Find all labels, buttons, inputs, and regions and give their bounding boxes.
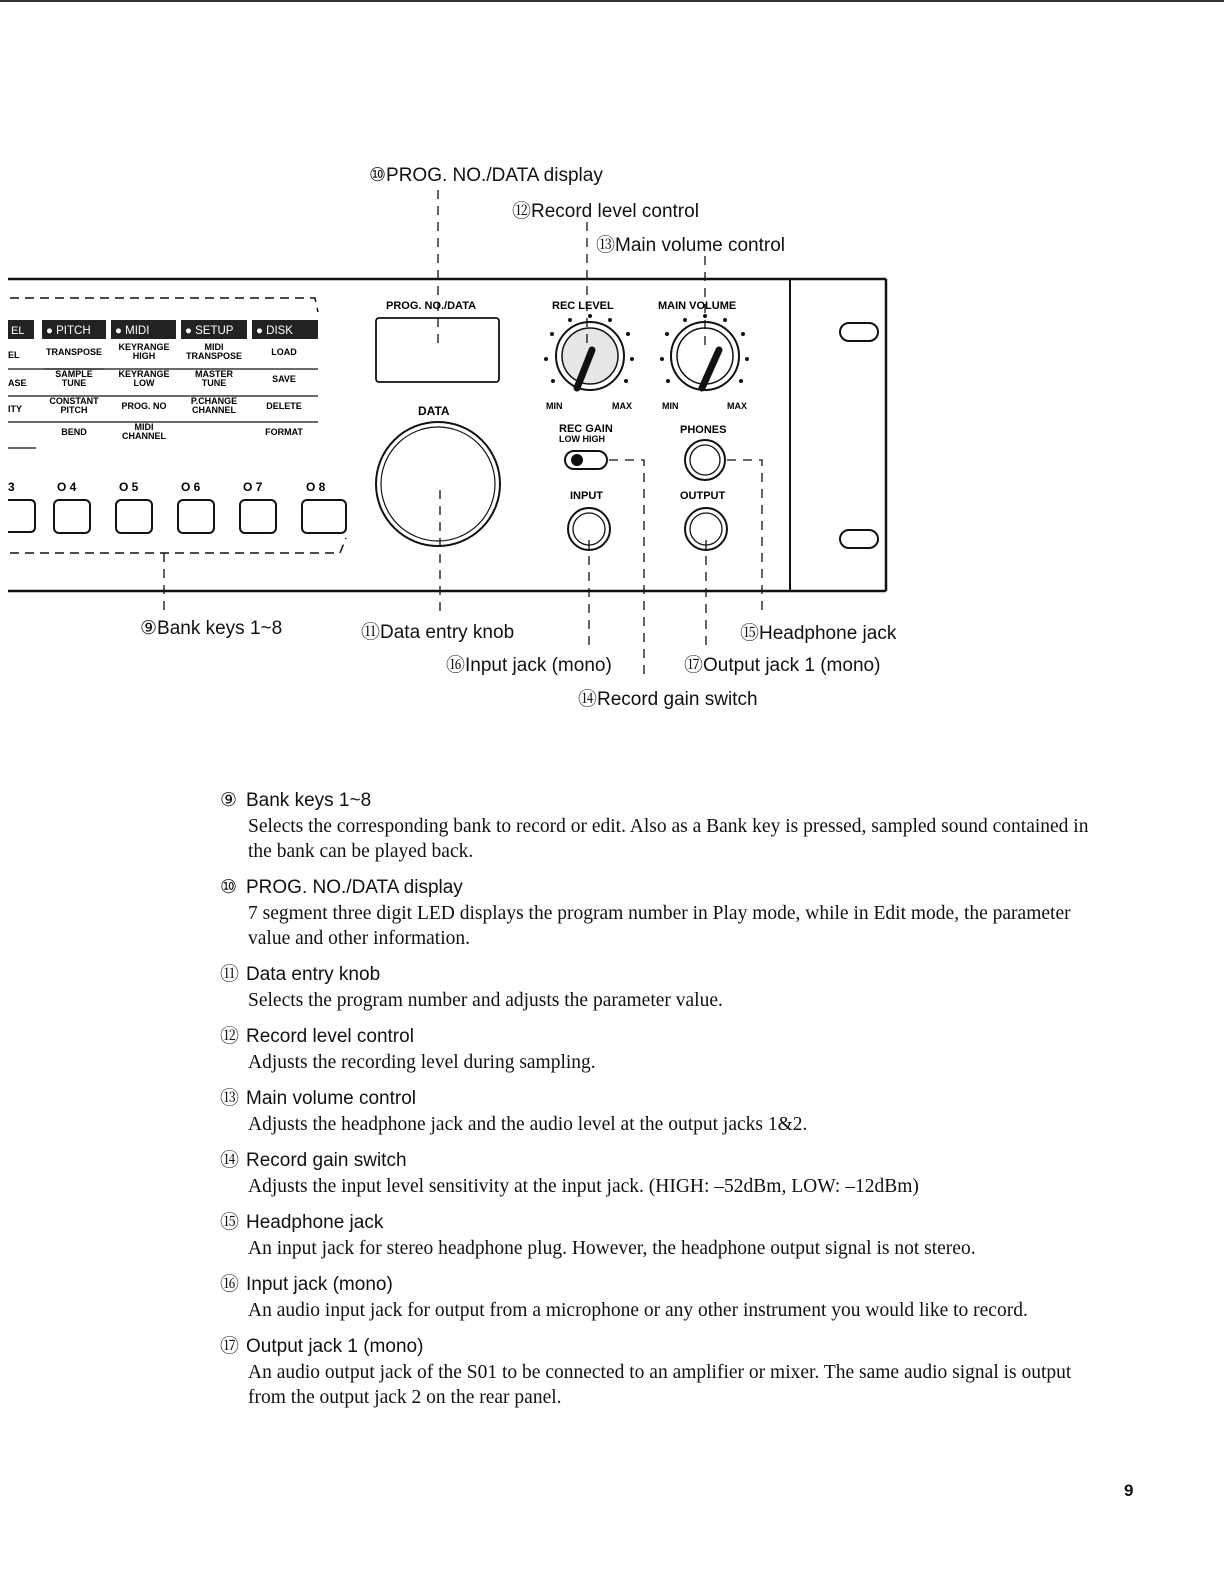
data-knob-inner [381, 427, 495, 541]
low-high-label: LOW HIGH [559, 434, 605, 444]
function-label: FORMAT [265, 427, 303, 437]
rec-gain-switch-knob [571, 454, 583, 466]
data-knob-outer [376, 422, 500, 546]
bank-key-6 [178, 500, 214, 533]
entry-description: Selects the corresponding bank to record or edit. Also as a Bank key is pressed, sampled sound contained in the bank can be played back. [248, 816, 1089, 862]
group-border-top [10, 298, 318, 312]
entry-title-text: Bank keys 1~8 [246, 790, 372, 811]
bank-keys [8, 500, 346, 533]
description-entry [220, 1086, 1100, 1137]
main-volume-min: MIN [662, 401, 679, 411]
entry-title-text: Main volume control [246, 1088, 417, 1109]
bank-key-label: O 8 [306, 480, 326, 494]
main-volume-label: MAIN VOLUME [658, 300, 737, 312]
entry-title [220, 1334, 1100, 1360]
entry-title [220, 788, 1100, 814]
bank-key-label: O 7 [243, 480, 263, 494]
callout-output-jack-1: ⑰Output jack 1 (mono) [684, 655, 881, 676]
entry-title-text: Input jack (mono) [246, 1274, 393, 1295]
output-label: OUTPUT [680, 490, 726, 502]
description-entry [220, 1024, 1100, 1075]
function-grid-labels [46, 342, 303, 441]
function-label: SAMPLE TUNE [55, 369, 93, 388]
bank-key-label: O 4 [57, 480, 77, 494]
rack-hole-top [840, 323, 878, 341]
bank-key-label: O 6 [181, 480, 201, 494]
callout-data-entry-knob: ⑪Data entry knob [361, 622, 515, 643]
tab-label: ● SETUP [185, 325, 234, 337]
tab-label: ● DISK [256, 325, 293, 337]
bank-key-4 [54, 500, 90, 533]
entry-number: ⑨ [220, 790, 238, 811]
callout-prog-no-data-display: ⑩PROG. NO./DATA display [369, 165, 603, 186]
bank-key-3 [8, 500, 35, 532]
description-entry [220, 1148, 1100, 1199]
entry-title-text: Headphone jack [246, 1212, 384, 1233]
callout-bank-keys: ⑨Bank keys 1~8 [140, 618, 283, 639]
entry-title [220, 875, 1100, 901]
entry-title-text: Record gain switch [246, 1150, 407, 1171]
entry-title [220, 962, 1100, 988]
entry-description: An input jack for stereo headphone plug. However, the headphone output signal is not stereo. [248, 1238, 976, 1259]
entry-number: ⑪ [220, 964, 240, 985]
callout-input-jack: ⑯Input jack (mono) [446, 655, 612, 676]
function-label: KEYRANGE LOW [118, 369, 170, 388]
bank-key-7 [240, 500, 276, 533]
entry-number: ⑮ [220, 1212, 240, 1233]
bank-key-8 [302, 500, 346, 533]
tab-label: ● MIDI [115, 325, 150, 337]
rec-level-min: MIN [546, 401, 563, 411]
entry-title [220, 1210, 1100, 1236]
entry-number: ⑭ [220, 1150, 240, 1171]
function-label: BEND [61, 427, 87, 437]
phones-jack-ring [685, 440, 725, 480]
description-entry [220, 1334, 1100, 1410]
function-label: MIDI CHANNEL [122, 422, 166, 441]
data-label: DATA [418, 404, 450, 418]
function-label: PROG. NO [121, 401, 167, 411]
function-label: TRANSPOSE [45, 347, 103, 357]
entry-title-text: Output jack 1 (mono) [246, 1336, 424, 1357]
entry-description: 7 segment three digit LED displays the program number in Play mode, while in Edit mode, the parameter value and other information. [248, 903, 1071, 949]
entry-number: ⑯ [220, 1274, 240, 1295]
entry-description: An audio output jack of the S01 to be connected to an amplifier or mixer. The same audio signal is output from the output jack 2 on the rear panel. [248, 1362, 1072, 1408]
prog-no-data-label: PROG. NO./DATA [386, 300, 477, 312]
entry-title [220, 1086, 1100, 1112]
callout-headphone-jack: ⑮Headphone jack [740, 623, 897, 644]
entry-description: Adjusts the recording level during sampling. [248, 1052, 596, 1073]
rec-level-max: MAX [612, 401, 632, 411]
function-label: CONSTANT PITCH [49, 396, 99, 415]
page-number: 9 [1124, 1481, 1134, 1500]
function-label: LOAD [271, 347, 297, 357]
entry-title-text: Record level control [246, 1026, 414, 1047]
rack-hole-bottom [840, 530, 878, 548]
function-label: MASTER TUNE [195, 369, 233, 388]
input-label: INPUT [570, 490, 603, 502]
bank-key-label: 3 [8, 480, 15, 494]
callout-main-volume-control: ⑬Main volume control [596, 235, 786, 256]
tab-label: ● PITCH [46, 325, 91, 337]
tab-label: EL [11, 325, 25, 337]
description-entry [220, 788, 1100, 864]
phones-jack [690, 445, 720, 475]
bank-key-5 [116, 500, 152, 533]
entry-number: ⑰ [220, 1336, 240, 1357]
entry-description: Adjusts the headphone jack and the audio level at the output jacks 1&2. [248, 1114, 808, 1135]
entry-description: Selects the program number and adjusts the parameter value. [248, 990, 723, 1011]
phones-label: PHONES [680, 424, 727, 436]
rec-level-label: REC LEVEL [552, 300, 614, 312]
callout-record-gain-switch: ⑭Record gain switch [578, 689, 758, 710]
entry-number: ⑬ [220, 1088, 240, 1109]
function-label: MIDI TRANSPOSE [185, 342, 243, 361]
description-entry [220, 875, 1100, 951]
mode-tabs [8, 320, 318, 339]
bank-key-labels [8, 480, 326, 494]
left-edge-label: ASE [8, 378, 27, 388]
left-edge-label: EL [8, 350, 20, 360]
bank-key-label: O 5 [119, 480, 139, 494]
component-descriptions [220, 788, 1100, 1421]
entry-number: ⑫ [220, 1026, 240, 1047]
function-label: P.CHANGE CHANNEL [190, 396, 238, 415]
group-border-bottom [10, 538, 346, 553]
entry-description: An audio input jack for output from a microphone or any other instrument you would like to record. [248, 1300, 1028, 1321]
description-entry [220, 1272, 1100, 1323]
led-display [376, 318, 499, 382]
function-label: SAVE [272, 374, 296, 384]
entry-title-text: Data entry knob [246, 964, 381, 985]
function-label: KEYRANGE HIGH [118, 342, 170, 361]
entry-title [220, 1272, 1100, 1298]
entry-title [220, 1148, 1100, 1174]
entry-title [220, 1024, 1100, 1050]
main-volume-max: MAX [727, 401, 747, 411]
callout-record-level-control: ⑫Record level control [512, 201, 699, 222]
entry-number: ⑩ [220, 877, 238, 898]
function-label: DELETE [266, 401, 302, 411]
leader-lines [164, 190, 762, 680]
front-panel-diagram [0, 0, 1224, 760]
description-entry [220, 962, 1100, 1013]
entry-title-text: PROG. NO./DATA display [246, 877, 463, 898]
rec-gain-label: REC GAIN [559, 423, 613, 435]
left-edge-label: ITY [8, 404, 23, 414]
description-entry [220, 1210, 1100, 1261]
entry-description: Adjusts the input level sensitivity at the input jack. (HIGH: –52dBm, LOW: –12dBm) [248, 1176, 919, 1197]
